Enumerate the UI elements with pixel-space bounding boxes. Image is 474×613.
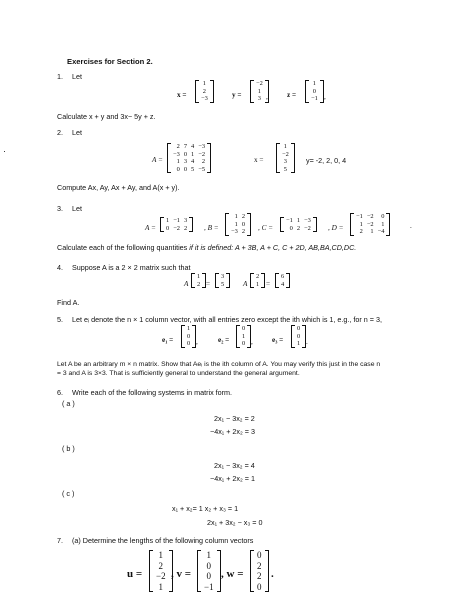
- matrix-row: [280, 151, 291, 159]
- q4-eq2: =: [266, 280, 271, 288]
- bracket-right: [286, 273, 290, 288]
- matrix-row: [195, 273, 202, 281]
- matrix-row: [309, 80, 320, 88]
- matrix-body: [229, 213, 247, 236]
- matrix-row: [229, 213, 247, 221]
- matrix-entry: 3: [183, 158, 188, 166]
- q1-comma2: ,: [324, 93, 326, 101]
- matrix-entry: −2: [173, 224, 181, 232]
- matrix-entry: 2: [256, 273, 260, 280]
- matrix-entry: 1: [158, 581, 164, 592]
- matrix-row: [171, 166, 207, 174]
- q6-number: 6.: [57, 388, 63, 397]
- matrix-entry: −1: [173, 217, 181, 224]
- bracket-right: [226, 273, 230, 288]
- q7-u-vector: [149, 550, 173, 592]
- matrix-entry: 2: [257, 571, 262, 581]
- matrix-entry: 3: [184, 217, 188, 224]
- matrix-entry: 2: [158, 560, 164, 571]
- matrix-row: [354, 228, 386, 236]
- matrix-entry: 5: [221, 280, 225, 288]
- matrix-row: [201, 571, 217, 582]
- matrix-entry: 1: [359, 220, 363, 228]
- matrix-body: [199, 80, 210, 103]
- matrix-entry: 1: [242, 332, 246, 340]
- matrix-body: [280, 143, 291, 173]
- matrix-entry: 1: [191, 150, 195, 158]
- matrix-row: [354, 221, 386, 229]
- q3-A-label: A =: [145, 224, 156, 232]
- matrix-row: [171, 158, 207, 166]
- matrix-entry: 4: [191, 158, 195, 166]
- matrix-entry: 2: [184, 224, 188, 232]
- q5-paragraph-1: Let A be an arbitrary m × n matrix. Show that Aeᵢ is the ith column of A. You may verify this just in the case n: [57, 361, 381, 368]
- matrix-entry: −2: [366, 220, 374, 228]
- q5-e3-vector: [291, 325, 306, 348]
- q1-number: 1.: [57, 72, 63, 81]
- matrix-entry: 1: [158, 550, 164, 560]
- matrix-row: [295, 333, 302, 341]
- q4-eq1: =: [206, 280, 211, 288]
- matrix-body: [164, 217, 189, 232]
- matrix-entry: 0: [297, 325, 301, 332]
- bracket-right: [210, 80, 214, 103]
- q3-B-matrix: [225, 213, 251, 236]
- q6-a-eq1: 2x₁ − 3x₂ = 2: [214, 414, 255, 423]
- matrix-row: [284, 217, 313, 225]
- q2-number: 2.: [57, 128, 63, 137]
- matrix-entry: 3: [257, 95, 261, 103]
- q6-a-eq2: −4x₁ + 2x₂ = 3: [210, 427, 255, 436]
- matrix-entry: −3: [173, 150, 180, 158]
- matrix-entry: −5: [198, 165, 206, 173]
- matrix-entry: −2: [198, 150, 206, 158]
- matrix-row: [240, 333, 247, 341]
- matrix-entry: 1: [297, 340, 301, 348]
- q4-text: Suppose A is a 2 × 2 matrix such that: [72, 263, 191, 272]
- q3-let: Let: [72, 204, 82, 213]
- matrix-entry: 0: [183, 165, 188, 173]
- matrix-entry: −3: [304, 217, 311, 224]
- q7-v-label: , v =: [171, 568, 192, 580]
- matrix-entry: 5: [191, 165, 195, 173]
- matrix-body: [254, 80, 265, 103]
- matrix-body: [295, 325, 302, 348]
- matrix-entry: −2: [156, 571, 166, 581]
- matrix-body: [354, 213, 386, 236]
- matrix-entry: 2: [197, 280, 201, 288]
- matrix-row: [240, 340, 247, 348]
- q6-part-c: ( c ): [62, 489, 75, 498]
- matrix-entry: 2: [359, 228, 363, 236]
- bracket-right: [207, 143, 211, 173]
- q3-A-matrix: [160, 217, 193, 232]
- matrix-entry: 1: [202, 80, 206, 87]
- matrix-entry: −1: [286, 217, 293, 224]
- matrix-entry: 0: [206, 571, 212, 581]
- matrix-entry: 1: [234, 220, 238, 228]
- matrix-row: [153, 561, 169, 572]
- q5-number: 5.: [57, 315, 63, 324]
- q2-x-vector: [276, 143, 295, 173]
- matrix-body: [309, 80, 320, 103]
- matrix-row: [185, 333, 192, 341]
- matrix-row: [199, 95, 210, 103]
- matrix-row: [254, 88, 265, 96]
- q7-number: 7.: [57, 536, 63, 545]
- matrix-body: [284, 217, 313, 232]
- matrix-entry: 1: [312, 80, 316, 87]
- q4-A1: A: [184, 280, 189, 288]
- q2-y-vector: y= -2, 2, 0, 4: [306, 156, 347, 165]
- q3-instr-pre: Calculate each of the following quantities: [57, 243, 190, 252]
- q3-C-label: , C =: [258, 224, 274, 232]
- matrix-entry: 2: [176, 143, 180, 150]
- matrix-entry: 0: [241, 220, 246, 228]
- matrix-row: [153, 582, 169, 593]
- q3-end-punct: .: [410, 222, 412, 230]
- margin-mark: ·: [3, 146, 6, 156]
- bracket-right: [217, 550, 221, 592]
- matrix-entry: 0: [381, 213, 385, 220]
- matrix-entry: 5: [283, 165, 287, 173]
- matrix-row: [309, 95, 320, 103]
- matrix-row: [280, 166, 291, 174]
- matrix-row: [254, 80, 265, 88]
- q2-A-matrix: [167, 143, 211, 173]
- q7-end: .: [271, 568, 274, 580]
- matrix-entry: 2: [202, 87, 206, 95]
- matrix-entry: 1: [283, 143, 287, 150]
- q6-part-a: ( a ): [62, 399, 75, 408]
- matrix-row: [240, 325, 247, 333]
- matrix-body: [279, 273, 286, 288]
- q4-number: 4.: [57, 263, 63, 272]
- matrix-row: [201, 550, 217, 561]
- bracket-right: [265, 550, 269, 592]
- matrix-entry: 0: [206, 560, 212, 571]
- q1-y-label: y =: [232, 91, 242, 99]
- q3-C-matrix: [280, 217, 317, 232]
- q5-e2-label: e₂ =: [218, 336, 230, 344]
- matrix-entry: 6: [281, 273, 285, 280]
- matrix-row: [279, 273, 286, 281]
- q4-r2: [275, 273, 290, 288]
- matrix-entry: 2: [241, 213, 246, 220]
- q4-v2: [250, 273, 265, 288]
- q6-c-eq2: 2x₁ + 3x₂ − x₃ = 0: [207, 518, 263, 527]
- q5-e1-label: e₁ =: [162, 336, 174, 344]
- matrix-row: [354, 213, 386, 221]
- matrix-entry: 2: [241, 228, 246, 236]
- matrix-row: [295, 340, 302, 348]
- matrix-entry: 0: [312, 87, 316, 95]
- bracket-right: [247, 213, 251, 236]
- q5-e1-vector: [181, 325, 196, 348]
- matrix-row: [309, 88, 320, 96]
- q5-comma1: ,: [196, 338, 198, 346]
- matrix-entry: 4: [281, 280, 285, 288]
- matrix-entry: 3: [221, 273, 225, 280]
- matrix-entry: 4: [191, 143, 195, 150]
- matrix-entry: 1: [296, 217, 301, 224]
- matrix-entry: −1: [204, 581, 214, 592]
- matrix-entry: 2: [296, 224, 301, 232]
- matrix-entry: 0: [187, 332, 191, 340]
- q2-let: Let: [72, 128, 82, 137]
- q2-A-label: A =: [152, 156, 163, 164]
- matrix-row: [185, 340, 192, 348]
- page-title: Exercises for Section 2.: [67, 57, 153, 66]
- q1-instruction: Calculate x + y and 3x− 5y + z.: [57, 112, 156, 121]
- matrix-body: [240, 325, 247, 348]
- q3-instruction: [57, 243, 356, 252]
- bracket-right: [386, 213, 390, 236]
- matrix-entry: 1: [381, 220, 385, 228]
- q7-w-vector: [250, 550, 269, 592]
- matrix-row: [199, 88, 210, 96]
- matrix-row: [229, 221, 247, 229]
- q2-x-label: x =: [254, 156, 264, 164]
- matrix-entry: 2: [257, 560, 262, 571]
- matrix-row: [164, 225, 189, 233]
- q1-x-vector: [195, 80, 214, 103]
- matrix-entry: −1: [356, 213, 363, 220]
- matrix-entry: 1: [370, 228, 374, 236]
- matrix-row: [279, 281, 286, 289]
- q3-D-matrix: [350, 213, 390, 236]
- matrix-entry: 0: [289, 224, 293, 232]
- matrix-row: [254, 95, 265, 103]
- matrix-row: [171, 151, 207, 159]
- matrix-entry: 0: [297, 332, 301, 340]
- matrix-entry: −2: [366, 213, 374, 220]
- q5-e2-vector: [236, 325, 251, 348]
- bracket-right: [261, 273, 265, 288]
- matrix-entry: 1: [187, 325, 191, 332]
- matrix-entry: 7: [183, 143, 188, 150]
- q4-find: Find A.: [57, 298, 80, 307]
- matrix-row: [229, 228, 247, 236]
- matrix-entry: 0: [183, 150, 188, 158]
- q5-e3-label: e₃ =: [272, 336, 284, 344]
- matrix-entry: 0: [257, 550, 262, 560]
- matrix-row: [199, 80, 210, 88]
- matrix-row: [280, 143, 291, 151]
- matrix-row: [171, 143, 207, 151]
- q1-let: Let: [72, 72, 82, 81]
- q3-instr-italic: if it is defined: [189, 243, 232, 252]
- matrix-entry: 1: [166, 217, 170, 224]
- matrix-entry: 0: [166, 224, 170, 232]
- q3-B-label: , B =: [204, 224, 219, 232]
- matrix-entry: 1: [197, 273, 201, 280]
- matrix-row: [254, 571, 265, 582]
- matrix-entry: 1: [256, 280, 260, 288]
- q5-period: .: [306, 338, 308, 346]
- q1-x-label: x =: [177, 91, 187, 99]
- matrix-entry: 2: [201, 158, 206, 166]
- matrix-entry: 1: [206, 550, 212, 560]
- q7-text: (a) Determine the lengths of the following column vectors: [72, 536, 254, 545]
- matrix-row: [201, 582, 217, 593]
- matrix-entry: −3: [231, 228, 238, 236]
- matrix-entry: −4: [377, 228, 385, 236]
- matrix-body: [219, 273, 226, 288]
- matrix-entry: −1: [311, 95, 318, 103]
- q1-comma1: ,: [266, 93, 268, 101]
- matrix-row: [254, 550, 265, 561]
- matrix-entry: −2: [282, 150, 289, 158]
- matrix-row: [254, 561, 265, 572]
- matrix-row: [195, 281, 202, 289]
- q7-u-label: u =: [127, 568, 143, 580]
- matrix-row: [254, 273, 261, 281]
- matrix-body: [195, 273, 202, 288]
- matrix-body: [171, 143, 207, 173]
- q5-text: Let eᵢ denote the n × 1 column vector, with all entries zero except the ith which is 1, e.g., for n = 3,: [72, 315, 382, 324]
- matrix-body: [254, 550, 265, 592]
- q3-instr-post: : A + 3B, A + C, C + 2D, AB,BA,CD,DC.: [231, 243, 357, 252]
- q7-v-vector: [197, 550, 221, 592]
- q2-instruction: Compute Ax, Ay, Ax + Ay, and A(x + y).: [57, 183, 180, 192]
- q5-paragraph-2: = 3 and A is 3×3. That is sufficiently general to understand the general argument.: [57, 370, 300, 377]
- matrix-row: [254, 582, 265, 593]
- matrix-entry: −3: [198, 143, 206, 150]
- matrix-entry: 1: [257, 87, 261, 95]
- matrix-body: [201, 550, 217, 592]
- matrix-row: [284, 225, 313, 233]
- matrix-entry: 1: [234, 213, 238, 220]
- q4-r1: [215, 273, 230, 288]
- matrix-entry: 3: [283, 158, 287, 166]
- q3-number: 3.: [57, 204, 63, 213]
- q6-c-eq1: x₁ + x₂= 1 x₂ + x₃ = 1: [172, 504, 239, 513]
- q1-z-vector: [305, 80, 324, 103]
- bracket-right: [189, 217, 193, 232]
- matrix-row: [201, 561, 217, 572]
- q7-w-label: , w =: [221, 568, 244, 580]
- q4-A2: A: [243, 280, 248, 288]
- matrix-row: [185, 325, 192, 333]
- q6-b-eq2: −4x₁ + 2x₂ = 1: [210, 474, 255, 483]
- q5-comma2: ,: [251, 338, 253, 346]
- matrix-entry: 1: [176, 158, 180, 166]
- matrix-entry: 0: [187, 340, 191, 348]
- matrix-body: [153, 550, 169, 592]
- matrix-entry: −2: [256, 80, 263, 87]
- matrix-row: [280, 158, 291, 166]
- matrix-entry: −2: [304, 224, 311, 232]
- bracket-right: [313, 217, 317, 232]
- matrix-entry: 0: [242, 325, 246, 332]
- matrix-row: [295, 325, 302, 333]
- matrix-entry: 0: [176, 165, 180, 173]
- matrix-row: [219, 273, 226, 281]
- bracket-right: [291, 143, 295, 173]
- matrix-row: [219, 281, 226, 289]
- matrix-row: [153, 550, 169, 561]
- matrix-body: [254, 273, 261, 288]
- matrix-body: [185, 325, 192, 348]
- matrix-row: [153, 571, 169, 582]
- q6-part-b: ( b ): [62, 444, 75, 453]
- matrix-entry: 0: [242, 340, 246, 348]
- q4-v1: [191, 273, 206, 288]
- q1-z-label: z =: [287, 91, 297, 99]
- q6-b-eq1: 2x₁ − 3x₂ = 4: [214, 461, 255, 470]
- matrix-entry: −3: [201, 95, 208, 103]
- q3-D-label: , D =: [328, 224, 344, 232]
- q6-text: Write each of the following systems in matrix form.: [72, 388, 233, 397]
- matrix-row: [254, 281, 261, 289]
- matrix-row: [164, 217, 189, 225]
- matrix-entry: 0: [257, 581, 262, 592]
